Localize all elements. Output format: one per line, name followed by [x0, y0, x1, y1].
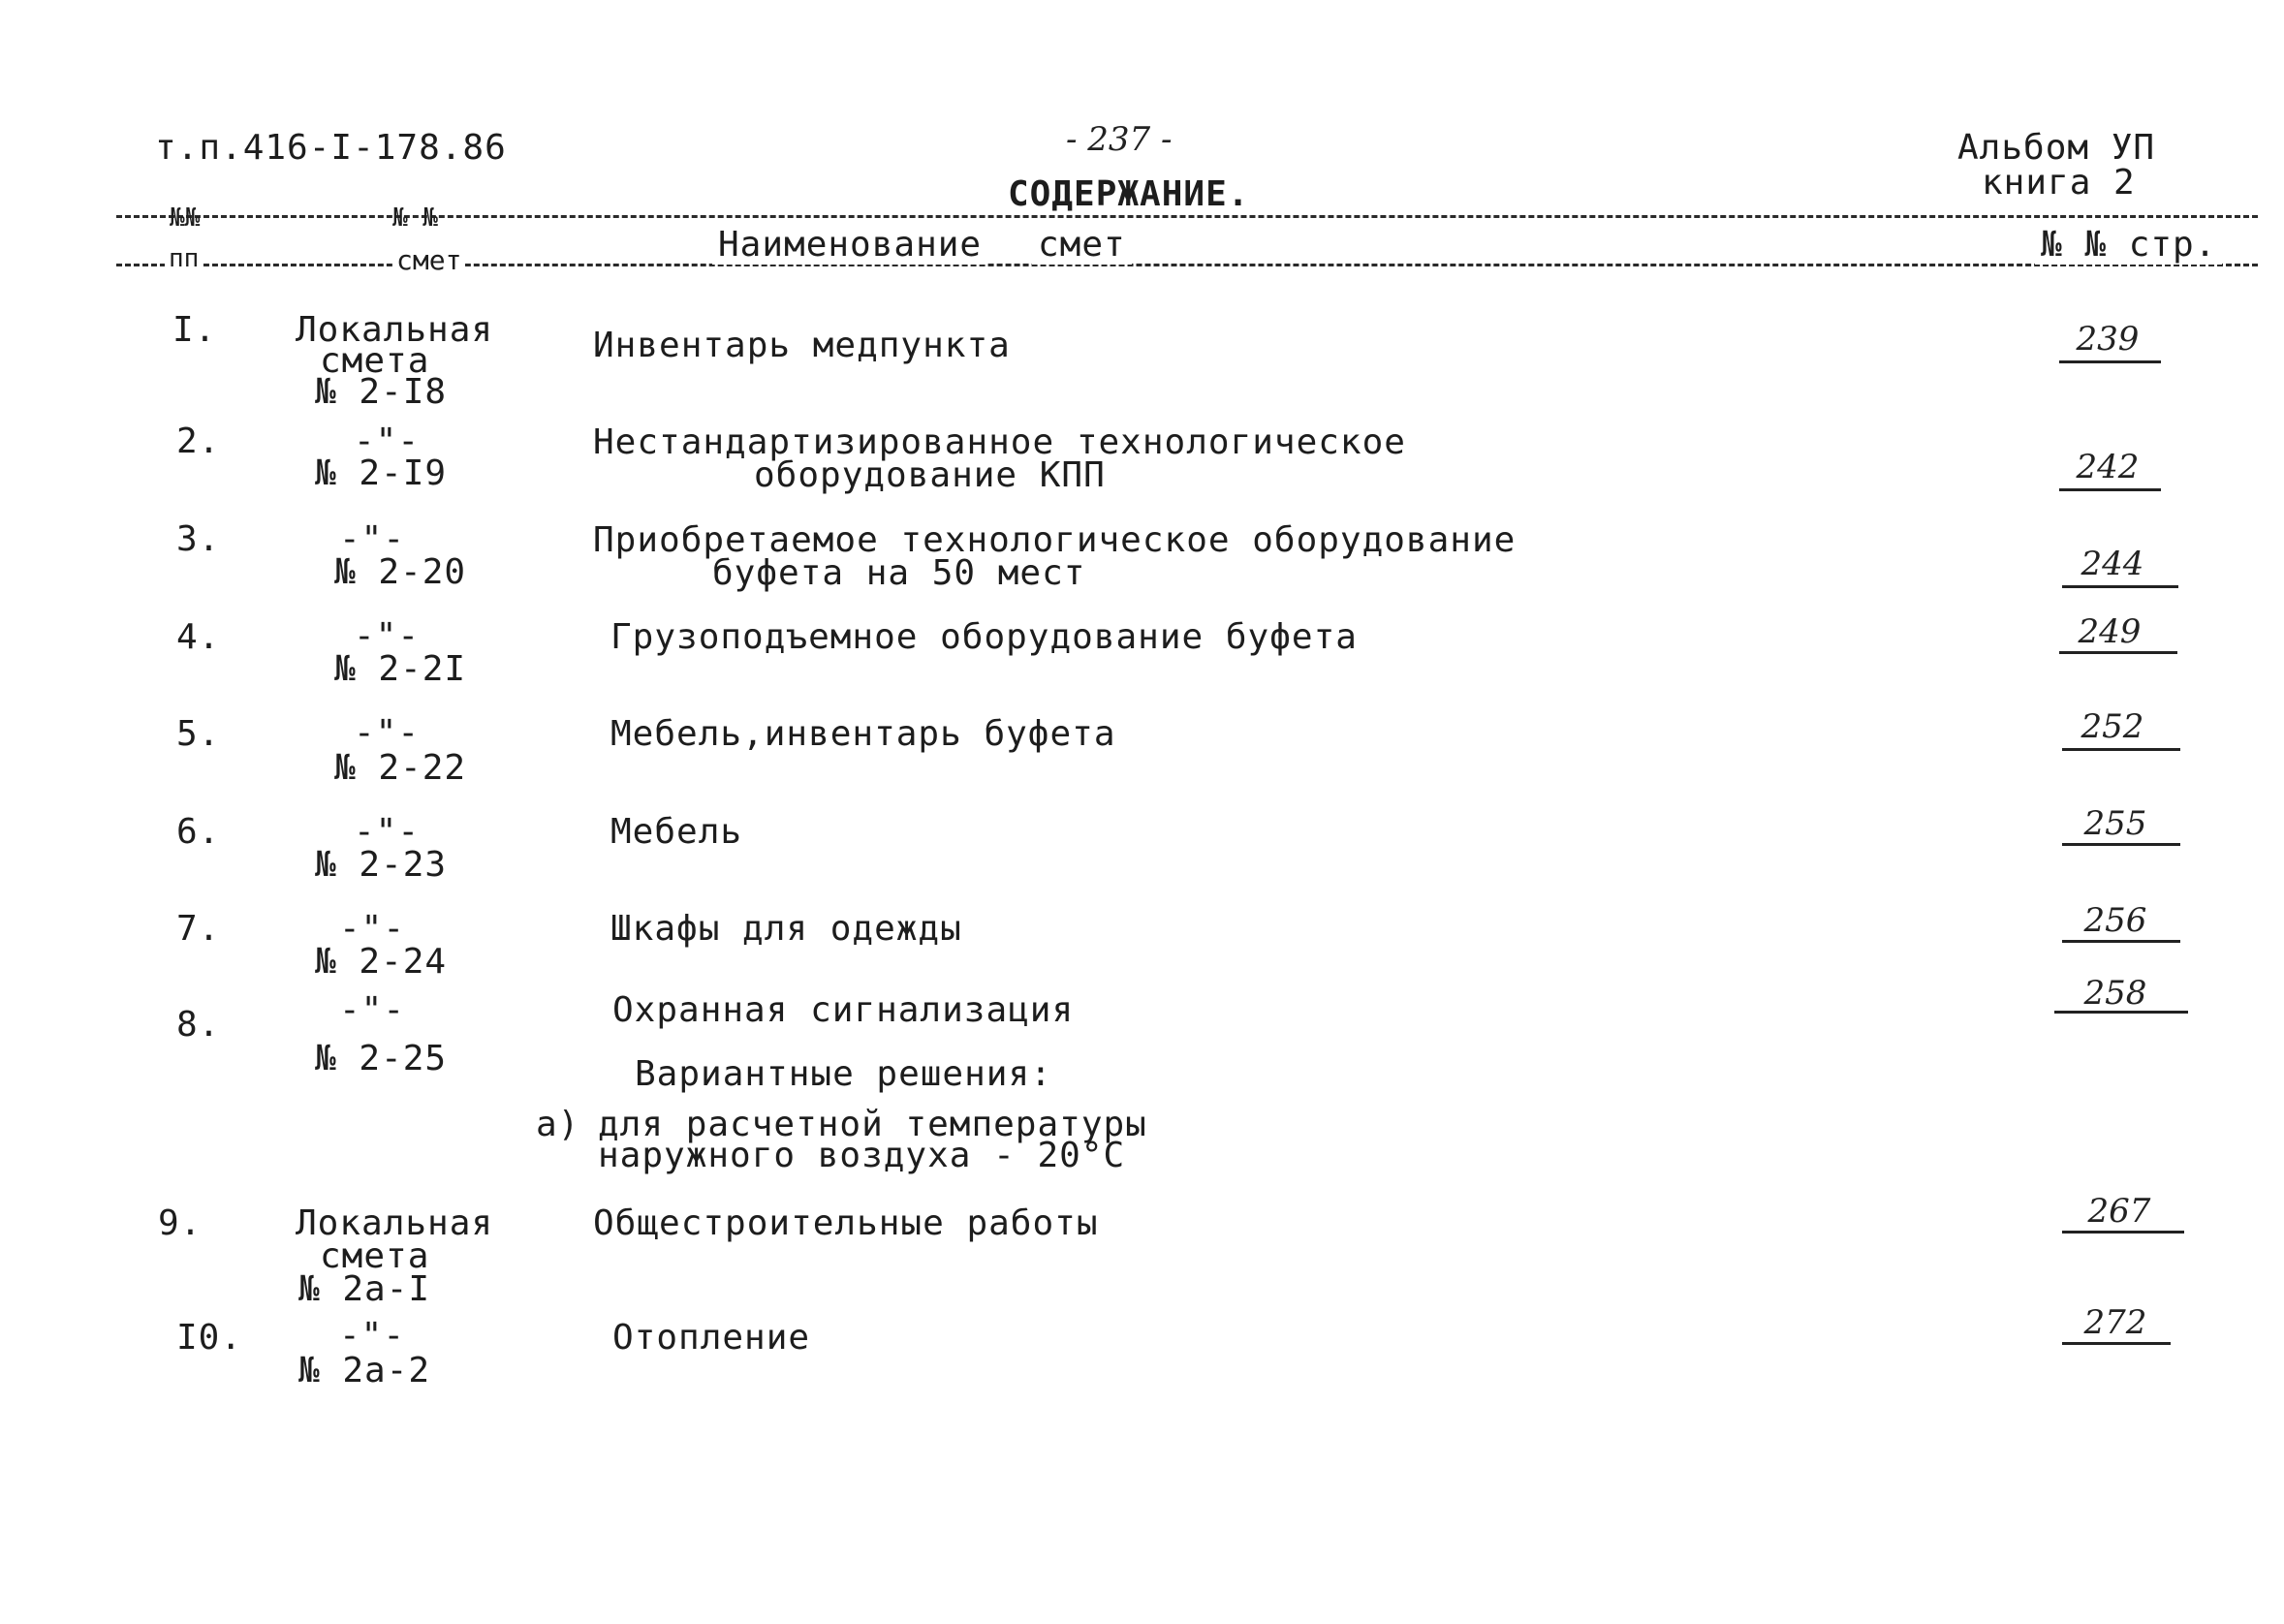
- page-underline: [2059, 488, 2161, 491]
- ditto-mark: -"-: [354, 616, 421, 656]
- ditto-mark: -"-: [354, 713, 421, 753]
- col-num-line2: пп: [165, 244, 203, 273]
- toc-title: СОДЕРЖАНИЕ.: [1008, 174, 1250, 214]
- estimate-name: Общестроительные работы: [593, 1203, 1099, 1243]
- page-underline: [2062, 748, 2180, 751]
- estimate-name: Шкафы для одежды: [610, 909, 962, 949]
- smeta-label: смета: [320, 1236, 430, 1276]
- col-num-line1: №№: [170, 203, 201, 233]
- estimate-name: Отопление: [612, 1318, 811, 1358]
- estimate-name: Охранная сигнализация: [612, 990, 1075, 1030]
- row-number: 5.: [176, 714, 221, 754]
- page-ref: 255: [2083, 804, 2147, 843]
- page-underline: [2062, 843, 2180, 846]
- page-ref: 272: [2083, 1303, 2147, 1342]
- row-number: 7.: [176, 909, 221, 949]
- row-number: I.: [172, 310, 217, 350]
- ditto-mark: -"-: [339, 990, 406, 1030]
- row-number: 3.: [176, 519, 221, 559]
- estimate-name-cont: буфета на 50 мест: [712, 553, 1086, 593]
- estimate-name-cont: оборудование КПП: [754, 455, 1106, 495]
- smeta-label: Локальная: [296, 1203, 494, 1243]
- variant-item: для расчетной температуры: [598, 1105, 1147, 1144]
- page-underline: [2062, 1231, 2184, 1234]
- row-number: 4.: [176, 617, 221, 657]
- col-name-b: смет: [1032, 225, 1132, 265]
- col-page: № № стр.: [2035, 225, 2222, 265]
- book-label: книга 2: [1982, 163, 2136, 203]
- smeta-number: № 2-I9: [315, 453, 448, 493]
- estimate-name: Приобретаемое технологическое оборудование: [593, 520, 1517, 560]
- page-ref: 244: [2081, 545, 2144, 583]
- variant-heading: Вариантные решения:: [635, 1054, 1052, 1094]
- page-ref: 252: [2081, 707, 2144, 746]
- page-underline: [2059, 360, 2161, 363]
- smeta-number: № 2-20: [334, 552, 467, 592]
- ditto-mark: -"-: [339, 519, 406, 559]
- smeta-number: № 2-I8: [315, 372, 448, 412]
- page-underline: [2059, 651, 2177, 654]
- page-ref: 249: [2078, 612, 2142, 651]
- smeta-number: № 2-25: [315, 1039, 448, 1078]
- page-underline: [2062, 940, 2180, 943]
- col-smeta-line2: смет: [392, 244, 465, 276]
- page-ref: 256: [2083, 901, 2147, 940]
- page-ref: 258: [2083, 974, 2147, 1013]
- smeta-number: № 2-23: [315, 845, 448, 885]
- estimate-name: Мебель: [610, 812, 743, 852]
- page-underline: [2062, 585, 2178, 588]
- smeta-number: № 2а-I: [298, 1269, 431, 1309]
- estimate-name: Мебель,инвентарь буфета: [610, 714, 1116, 754]
- row-number: 6.: [176, 812, 221, 852]
- estimate-name: Инвентарь медпункта: [593, 326, 1011, 365]
- smeta-label: Локальная: [296, 310, 494, 350]
- col-smeta-line1: № №: [392, 203, 438, 233]
- smeta-number: № 2-22: [334, 748, 467, 788]
- row-number: 8.: [176, 1005, 221, 1045]
- page-ref: 239: [2076, 320, 2140, 359]
- col-name-a: Наименование: [712, 225, 987, 265]
- doc-code: т.п.416-I-178.86: [155, 128, 507, 168]
- row-number: 9.: [158, 1203, 203, 1243]
- page-underline: [2054, 1011, 2188, 1014]
- page-underline: [2062, 1342, 2171, 1345]
- smeta-number: № 2а-2: [298, 1351, 431, 1390]
- album-label: Альбом УП: [1957, 128, 2156, 168]
- variant-item-cont: наружного воздуха - 20°С: [598, 1136, 1126, 1175]
- estimate-name: Нестандартизированное технологическое: [593, 422, 1406, 462]
- smeta-number: № 2-2I: [334, 649, 467, 689]
- ditto-mark: -"-: [354, 812, 421, 852]
- ditto-mark: -"-: [339, 909, 406, 949]
- page-ref: 242: [2076, 448, 2140, 486]
- page-number: - 237 -: [1066, 120, 1173, 159]
- variant-marker: а): [536, 1105, 580, 1144]
- smeta-number: № 2-24: [315, 942, 448, 982]
- row-number: 2.: [176, 422, 221, 461]
- smeta-label: смета: [320, 341, 430, 381]
- ditto-mark: -"-: [354, 422, 421, 461]
- estimate-name: Грузоподъемное оборудование буфета: [610, 617, 1358, 657]
- ditto-mark: -"-: [339, 1316, 406, 1356]
- row-number: I0.: [176, 1318, 243, 1358]
- page-ref: 267: [2087, 1192, 2151, 1231]
